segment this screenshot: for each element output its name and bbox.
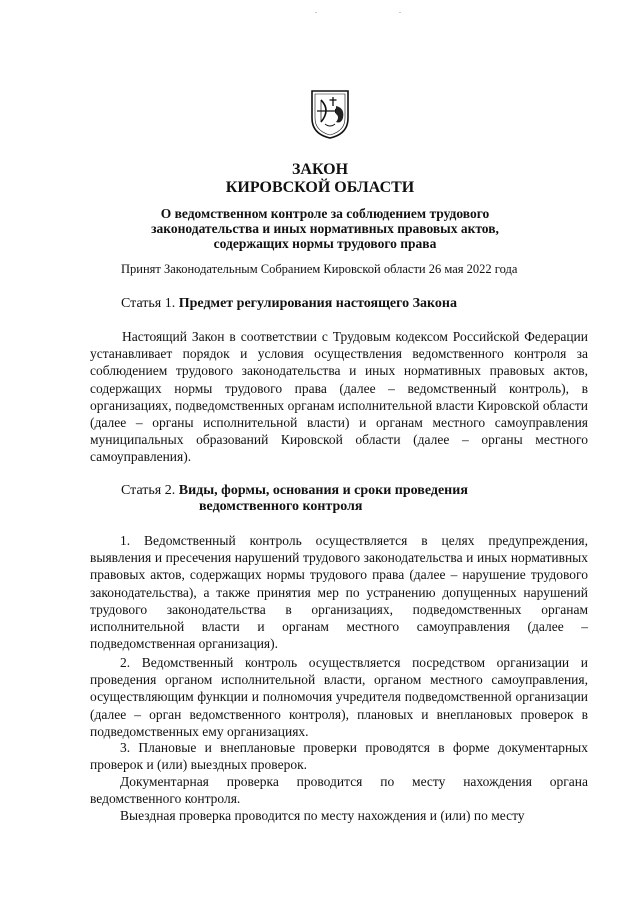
subtitle-line: О ведомственном контроле за соблюдением трудового: [160, 206, 490, 221]
article-1-paragraph: Настоящий Закон в соответствии с Трудовым кодексом Российской Федерации устанавливает порядок и условия осуществления ведомственного контроля за соблюдением трудового законодательства и иных нормативных правовых актов, содержащих нормы трудового права (далее – ведомственный контроль), в организациях, подведомственных органам исполнительной власти Кировской области (далее – органы исполнительной власти) и органам местного самоуправления муниципальных образований Кировской области (далее – органы местного самоуправления).: [90, 329, 588, 465]
article-2-heading-cont: [199, 498, 362, 515]
acceptance-note: Принят Законодательным Собранием Кировской области 26 мая 2022 года: [121, 262, 518, 276]
subtitle-line: законодательства и иных нормативных правовых актов,: [151, 221, 499, 236]
article-title-cont: ведомственного контроля: [199, 499, 363, 514]
article-1-heading: [121, 295, 457, 312]
article-prefix: Статья 2.: [121, 483, 179, 498]
article-2-heading: [121, 482, 468, 499]
article-2-paragraph: Выездная проверка проводится по месту нахождения и (или) по месту: [120, 808, 525, 823]
coat-of-arms-icon: [309, 88, 351, 140]
article-title: Предмет регулирования настоящего Закона: [178, 296, 457, 311]
article-2-paragraph: 3. Плановые и внеплановые проверки проводятся в форме документарных проверок и (или) выездных проверок.: [90, 740, 588, 773]
article-title: Виды, формы, основания и сроки проведения: [178, 483, 468, 498]
subtitle-line: содержащих нормы трудового права: [213, 236, 437, 251]
law-region: КИРОВСКОЙ ОБЛАСТИ: [225, 179, 415, 196]
article-prefix: Статья 1.: [121, 296, 179, 311]
law-title: ЗАКОН: [291, 161, 349, 178]
law-subtitle: [90, 206, 560, 251]
article-2-paragraph: 1. Ведомственный контроль осуществляется в целях предупреждения, выявления и пресечения нарушений трудового законодательства и иных нормативных правовых актов, содержащих нормы трудового права (далее – нарушение трудового законодательства), а также принятия мер по устранению допущенных нарушений трудового законодательства в организациях, подведомственных органам исполнительной власти и органам местного самоуправления (далее – подведомственная организация).: [90, 533, 588, 652]
article-2-paragraph: 2. Ведомственный контроль осуществляется посредством организации и проведения органом исполнительной власти, органом местного самоуправления, осуществляющим функции и полномочия учредителя подведомственной организации (далее – орган ведомственного контроля), плановых и внеплановых проверок в подведомственных ему организациях.: [90, 655, 588, 739]
article-2-paragraph: Документарная проверка проводится по месту нахождения органа ведомственного контроля.: [90, 774, 588, 807]
scan-marks: . .: [315, 6, 441, 15]
